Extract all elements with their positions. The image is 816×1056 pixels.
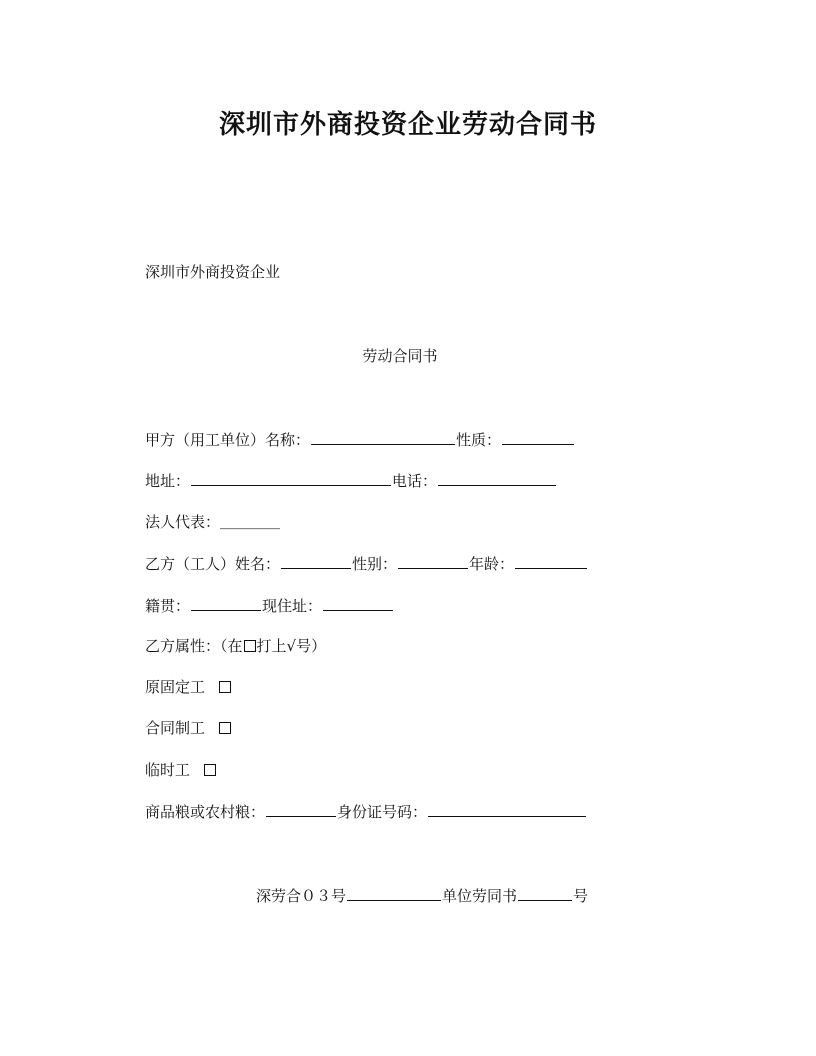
party-a-address-label: 地址： [145, 472, 191, 490]
square-box-icon [244, 640, 256, 652]
party-a-name-field[interactable] [311, 429, 455, 445]
party-a-name-label: 甲方（用工单位）名称： [145, 431, 311, 449]
option-label-fixed: 原固定工 [145, 678, 206, 696]
party-b-name-row [145, 553, 588, 574]
contract-number-middle: 单位劳同书 [442, 887, 518, 905]
option-row-contract [145, 718, 231, 738]
party-b-gender-field[interactable] [398, 553, 468, 569]
party-a-nature-label: 性质： [456, 431, 502, 449]
party-b-gender-label: 性别： [352, 555, 398, 573]
party-a-phone-field[interactable] [438, 470, 556, 486]
grain-label: 商品粮或农村粮： [145, 803, 266, 821]
legal-rep-field[interactable]: ＿＿＿＿ [220, 513, 281, 531]
party-b-attr-label-prefix: 乙方属性：（在 [145, 637, 243, 655]
org-line: 深圳市外商投资企业 [145, 263, 281, 281]
party-a-phone-label: 电话： [392, 472, 438, 490]
option-checkbox-contract[interactable] [219, 722, 231, 734]
party-b-name-field[interactable] [281, 553, 351, 569]
check-mark-icon: √ [286, 637, 297, 655]
party-a-name-row [145, 429, 575, 450]
party-b-attr-row [145, 636, 326, 656]
party-b-native-row [145, 595, 394, 616]
contract-subtitle: 劳动合同书 [362, 347, 438, 365]
option-checkbox-temporary[interactable] [204, 764, 216, 776]
unit-contract-number-field[interactable] [518, 885, 572, 901]
party-b-native-field[interactable] [191, 595, 261, 611]
contract-number-field[interactable] [347, 885, 441, 901]
party-b-residence-label: 现住址： [262, 597, 323, 615]
option-label-temporary: 临时工 [145, 761, 191, 779]
option-label-contract: 合同制工 [145, 719, 206, 737]
party-a-nature-field[interactable] [502, 429, 574, 445]
option-checkbox-fixed[interactable] [219, 681, 231, 693]
option-row-temporary [145, 760, 216, 780]
legal-rep-row [145, 512, 280, 532]
grain-id-row [145, 801, 587, 822]
option-row-fixed [145, 677, 231, 697]
contract-number-suffix: 号 [573, 887, 589, 905]
party-b-native-label: 籍贯： [145, 597, 191, 615]
party-b-attr-label-end: 号） [296, 637, 327, 655]
party-b-age-field[interactable] [515, 553, 587, 569]
document-title: 深圳市外商投资企业劳动合同书 [218, 110, 597, 140]
party-b-name-label: 乙方（工人）姓名： [145, 555, 281, 573]
contract-number-prefix: 深劳合０３号 [256, 887, 347, 905]
id-number-label: 身份证号码： [337, 803, 428, 821]
party-a-address-row [145, 470, 557, 491]
legal-rep-label: 法人代表： [145, 513, 221, 531]
party-b-attr-label-suffix: 打上 [256, 637, 287, 655]
party-b-age-label: 年龄： [469, 555, 515, 573]
grain-field[interactable] [266, 801, 336, 817]
party-a-address-field[interactable] [191, 470, 391, 486]
contract-number-row [256, 885, 588, 906]
id-number-field[interactable] [428, 801, 586, 817]
party-b-residence-field[interactable] [323, 595, 393, 611]
